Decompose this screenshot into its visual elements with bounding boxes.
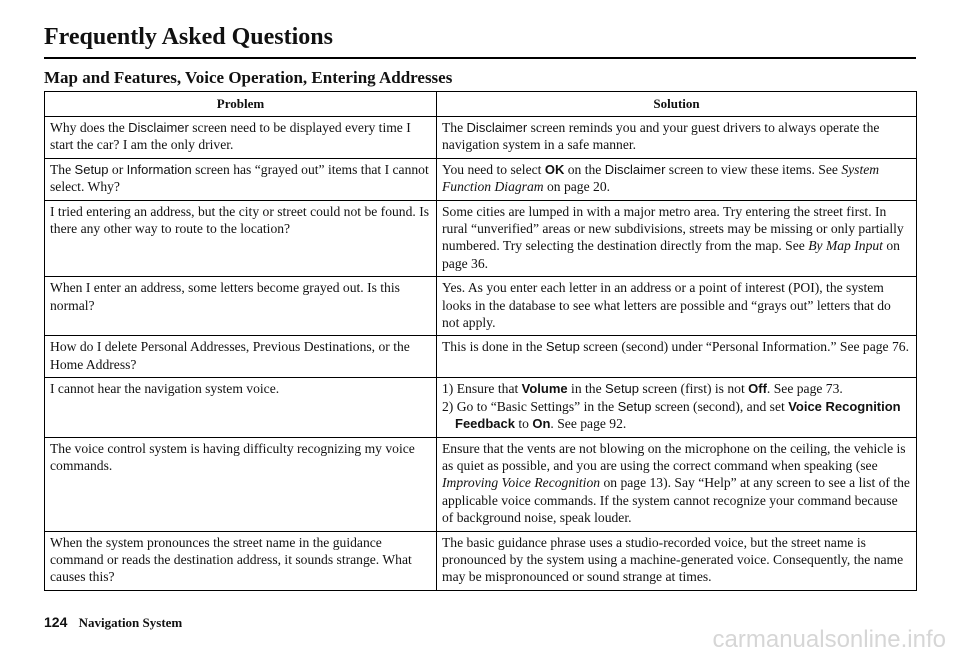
table-row	[45, 158, 917, 200]
ui-term: Setup	[605, 381, 640, 397]
ui-term: Volume	[521, 381, 568, 397]
table-row	[45, 200, 917, 277]
problem-cell: When I enter an address, some letters become grayed out. Is this normal?	[45, 277, 437, 336]
document-name: Navigation System	[78, 615, 183, 630]
ui-term: Off	[748, 381, 767, 397]
ui-term: Disclaimer	[128, 120, 189, 135]
ui-term: Setup	[545, 339, 580, 355]
ui-term: Setup	[74, 161, 109, 177]
page-title: Frequently Asked Questions	[44, 24, 333, 50]
solution-cell: Yes. As you enter each letter in an address or a point of interest (POI), the system looks in the database to see what letters are possible and “grays out” letters that do not apply.	[437, 277, 917, 336]
faq-table	[44, 91, 917, 591]
problem-cell: How do I delete Personal Addresses, Previous Destinations, or the Home Address?	[45, 336, 437, 378]
ui-term: Setup	[617, 398, 652, 414]
solution-cell: This is done in the Setup screen (second) under “Personal Information.” See page 76.	[437, 336, 917, 378]
problem-cell: The voice control system is having difficulty recognizing my voice commands.	[45, 437, 437, 531]
page-footer	[44, 614, 182, 631]
page-number: 124	[44, 614, 68, 630]
solution-cell	[437, 378, 917, 437]
section-title: Map and Features, Voice Operation, Entering Addresses	[44, 68, 453, 87]
ui-term: Information	[126, 161, 192, 177]
cross-reference: By Map Input	[808, 238, 883, 254]
solution-cell: Some cities are lumped in with a major metro area. Try entering the street first. In rural “unverified” areas or new subdivisions, streets may be missing or only partially numbered. Try selecting the destination directly from the map. See By Map Input on page 36.	[437, 200, 917, 277]
ui-term: OK	[544, 161, 565, 177]
table-row	[45, 531, 917, 590]
ui-term: On	[532, 416, 551, 432]
problem-cell: I cannot hear the navigation system voice.	[45, 378, 437, 437]
solution-cell: The basic guidance phrase uses a studio-recorded voice, but the street name is pronounced by the system using a machine-generated voice. Consequently, the name may be mispronounced or sound strange at times.	[437, 531, 917, 590]
table-row	[45, 437, 917, 531]
solution-step: 1) Ensure that Volume in the Setup screen (first) is not Off. See page 73.	[442, 381, 843, 397]
problem-cell: The Setup or Information screen has “grayed out” items that I cannot select. Why?	[45, 158, 437, 200]
table-header-row	[45, 92, 917, 117]
problem-cell: When the system pronounces the street name in the guidance command or reads the destination address, it sounds strange. What causes this?	[45, 531, 437, 590]
ui-term: Disclaimer	[466, 120, 528, 135]
solution-step: 2) Go to “Basic Settings” in the Setup screen (second), and set Voice Recognition Feedback to On. See page 92.	[442, 398, 901, 432]
header-solution: Solution	[437, 92, 917, 117]
title-rule	[44, 57, 916, 59]
table-row	[45, 117, 917, 159]
watermark: carmanualsonline.info	[712, 626, 946, 653]
problem-cell: Why does the Disclaimer screen need to be displayed every time I start the car? I am the only driver.	[45, 117, 437, 159]
ui-term: Voice Recognition Feedback	[455, 398, 901, 432]
ui-term: Disclaimer	[604, 161, 666, 177]
header-problem: Problem	[45, 92, 437, 117]
problem-cell: I tried entering an address, but the city or street could not be found. Is there any other way to route to the location?	[45, 200, 437, 277]
solution-cell: The Disclaimer screen reminds you and your guest drivers to always operate the navigation system in a safe manner.	[437, 117, 917, 159]
solution-cell: You need to select OK on the Disclaimer screen to view these items. See System Function Diagram on page 20.	[437, 158, 917, 200]
table-row	[45, 378, 917, 437]
table-body	[45, 117, 917, 591]
solution-cell: Ensure that the vents are not blowing on the microphone on the ceiling, the vehicle is as quiet as possible, and you are using the correct command when speaking (see Improving Voice Recognition on page 13). Say “Help” at any screen to see a list of the applicable voice commands. If the system cannot recognize your command because of background noise, speak louder.	[437, 437, 917, 531]
cross-reference: Improving Voice Recognition	[442, 475, 601, 491]
table-row	[45, 336, 917, 378]
table-row	[45, 277, 917, 336]
cross-reference: System Function Diagram	[442, 161, 880, 195]
